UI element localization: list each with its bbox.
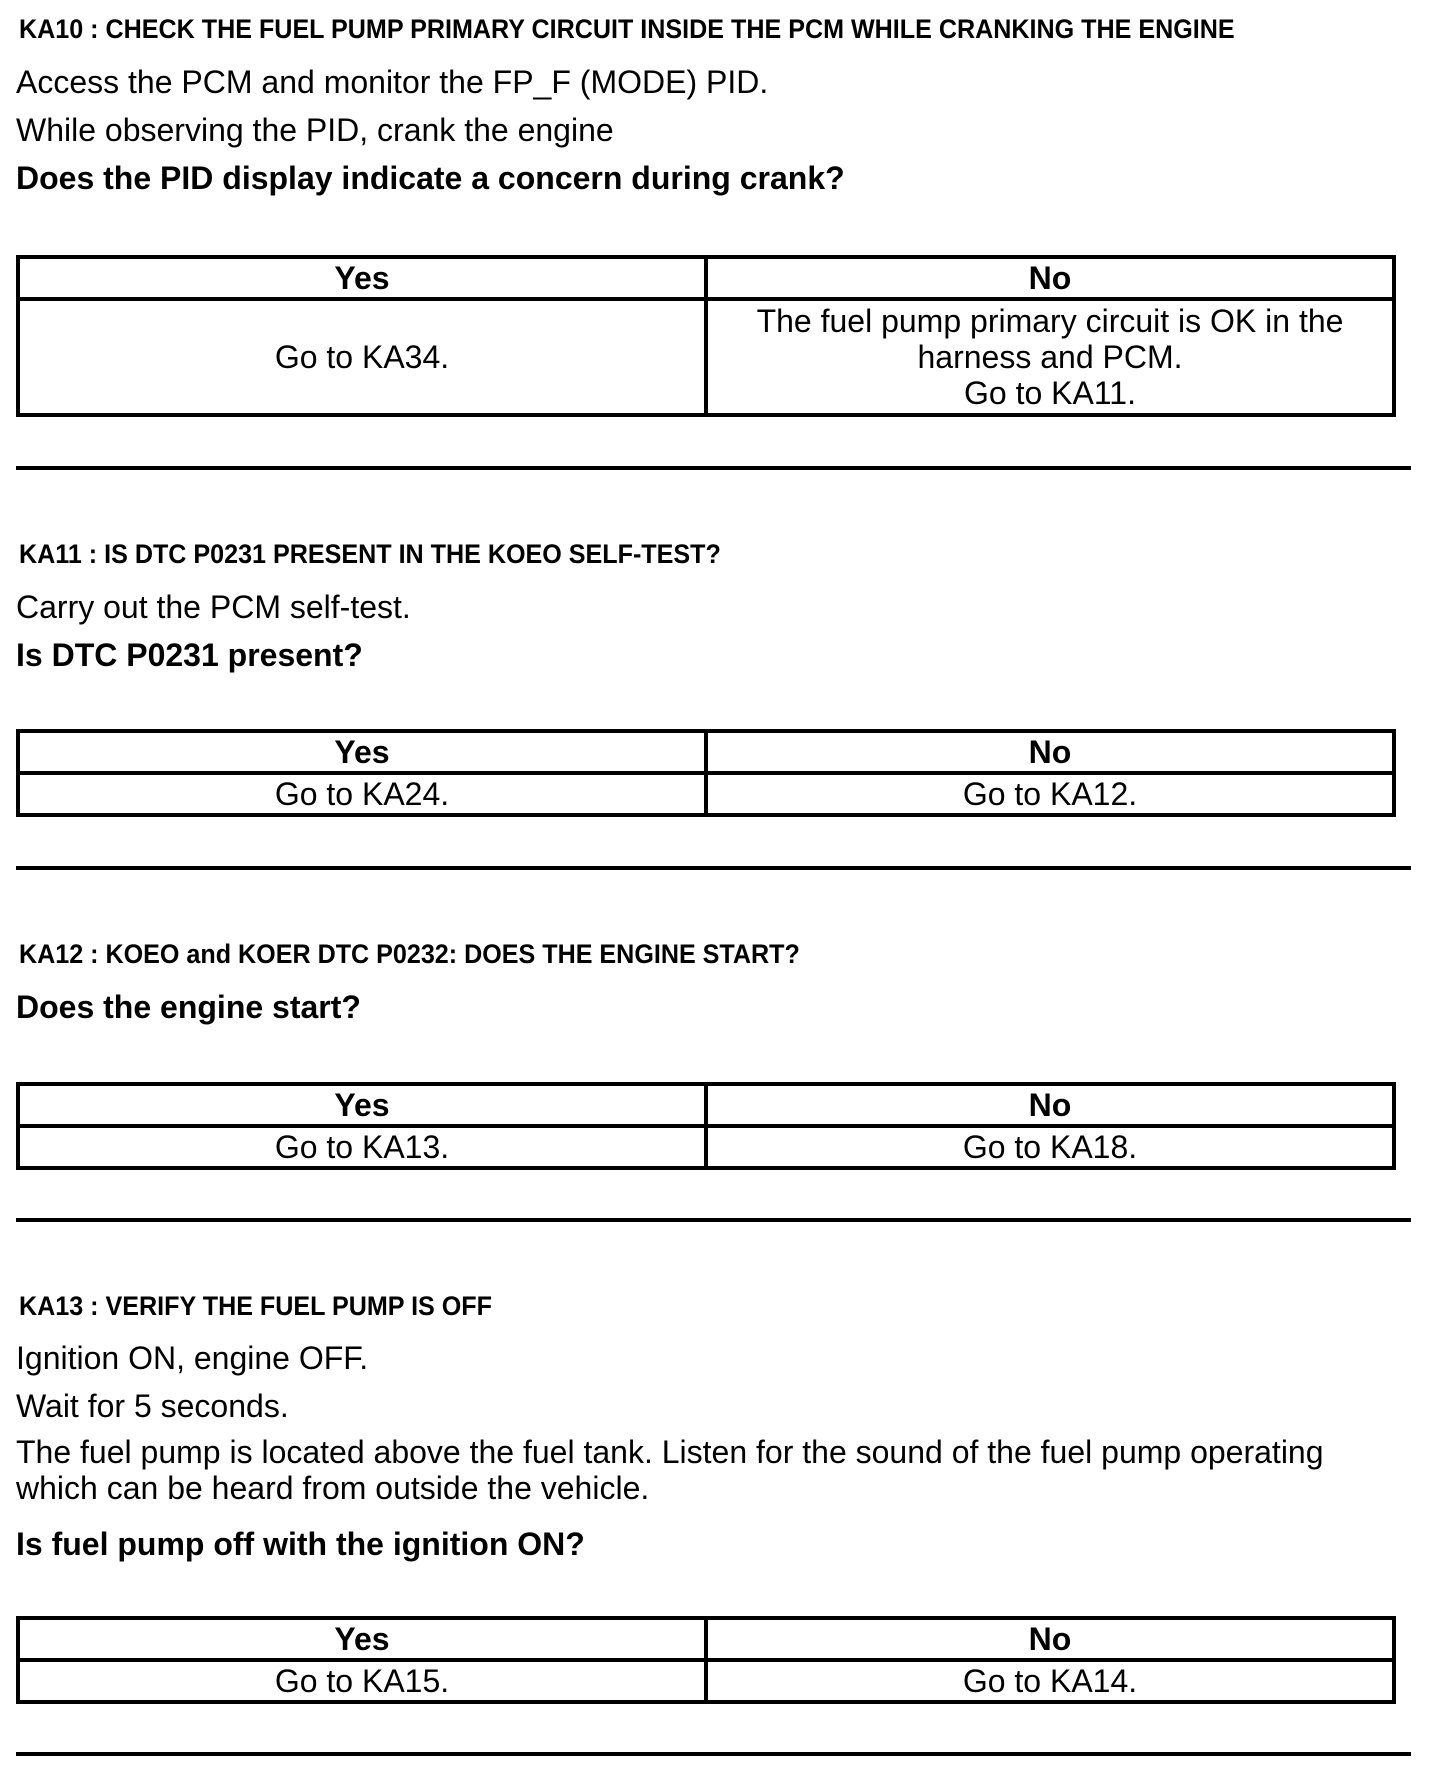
step-title: KA11 : IS DTC P0231 PRESENT IN THE KOEO SELF-TEST?: [19, 539, 721, 569]
instruction-line: Ignition ON, engine OFF.: [16, 1340, 369, 1376]
step-question: Does the engine start?: [16, 989, 361, 1025]
yes-action: Go to KA34.: [18, 299, 706, 415]
no-action-line: Go to KA11.: [964, 375, 1136, 411]
no-header: No: [706, 731, 1394, 773]
yes-action: Go to KA24.: [18, 773, 706, 815]
yes-header: Yes: [18, 1618, 706, 1660]
no-header: No: [706, 257, 1394, 299]
step-title: KA12 : KOEO and KOER DTC P0232: DOES THE ENGINE START?: [19, 939, 800, 969]
yes-header: Yes: [18, 1084, 706, 1126]
step-title: KA13 : VERIFY THE FUEL PUMP IS OFF: [19, 1291, 492, 1321]
yes-header: Yes: [18, 257, 706, 299]
yes-action: Go to KA15.: [18, 1660, 706, 1702]
yes-header: Yes: [18, 731, 706, 773]
step-title: KA10 : CHECK THE FUEL PUMP PRIMARY CIRCUIT INSIDE THE PCM WHILE CRANKING THE ENGINE: [19, 14, 1235, 44]
step-question: Is DTC P0231 present?: [16, 637, 363, 673]
no-header: No: [706, 1084, 1394, 1126]
decision-table: [16, 1616, 1396, 1704]
decision-table: [16, 255, 1396, 417]
no-action: Go to KA14.: [706, 1660, 1394, 1702]
step-question: Does the PID display indicate a concern during crank?: [16, 160, 845, 196]
no-header: No: [706, 1618, 1394, 1660]
no-action-line: harness and PCM.: [917, 339, 1183, 375]
section-divider: [16, 1218, 1411, 1222]
section-divider: [16, 466, 1411, 470]
section-divider: [16, 1752, 1411, 1756]
no-action: Go to KA18.: [706, 1126, 1394, 1168]
instruction-line: Carry out the PCM self-test.: [16, 589, 411, 625]
instruction-line: Wait for 5 seconds.: [16, 1388, 289, 1424]
step-question: Is fuel pump off with the ignition ON?: [16, 1526, 585, 1562]
yes-action: Go to KA13.: [18, 1126, 706, 1168]
section-divider: [16, 866, 1411, 870]
no-action: [706, 299, 1394, 415]
no-action-line: The fuel pump primary circuit is OK in the: [756, 303, 1344, 339]
decision-table: [16, 729, 1396, 817]
no-action: Go to KA12.: [706, 773, 1394, 815]
instruction-line: Access the PCM and monitor the FP_F (MODE) PID.: [16, 64, 769, 100]
instruction-paragraph: The fuel pump is located above the fuel tank. Listen for the sound of the fuel pump operating which can be heard from outside the vehicle.: [16, 1434, 1324, 1506]
instruction-line: While observing the PID, crank the engine: [16, 112, 614, 148]
decision-table: [16, 1082, 1396, 1170]
